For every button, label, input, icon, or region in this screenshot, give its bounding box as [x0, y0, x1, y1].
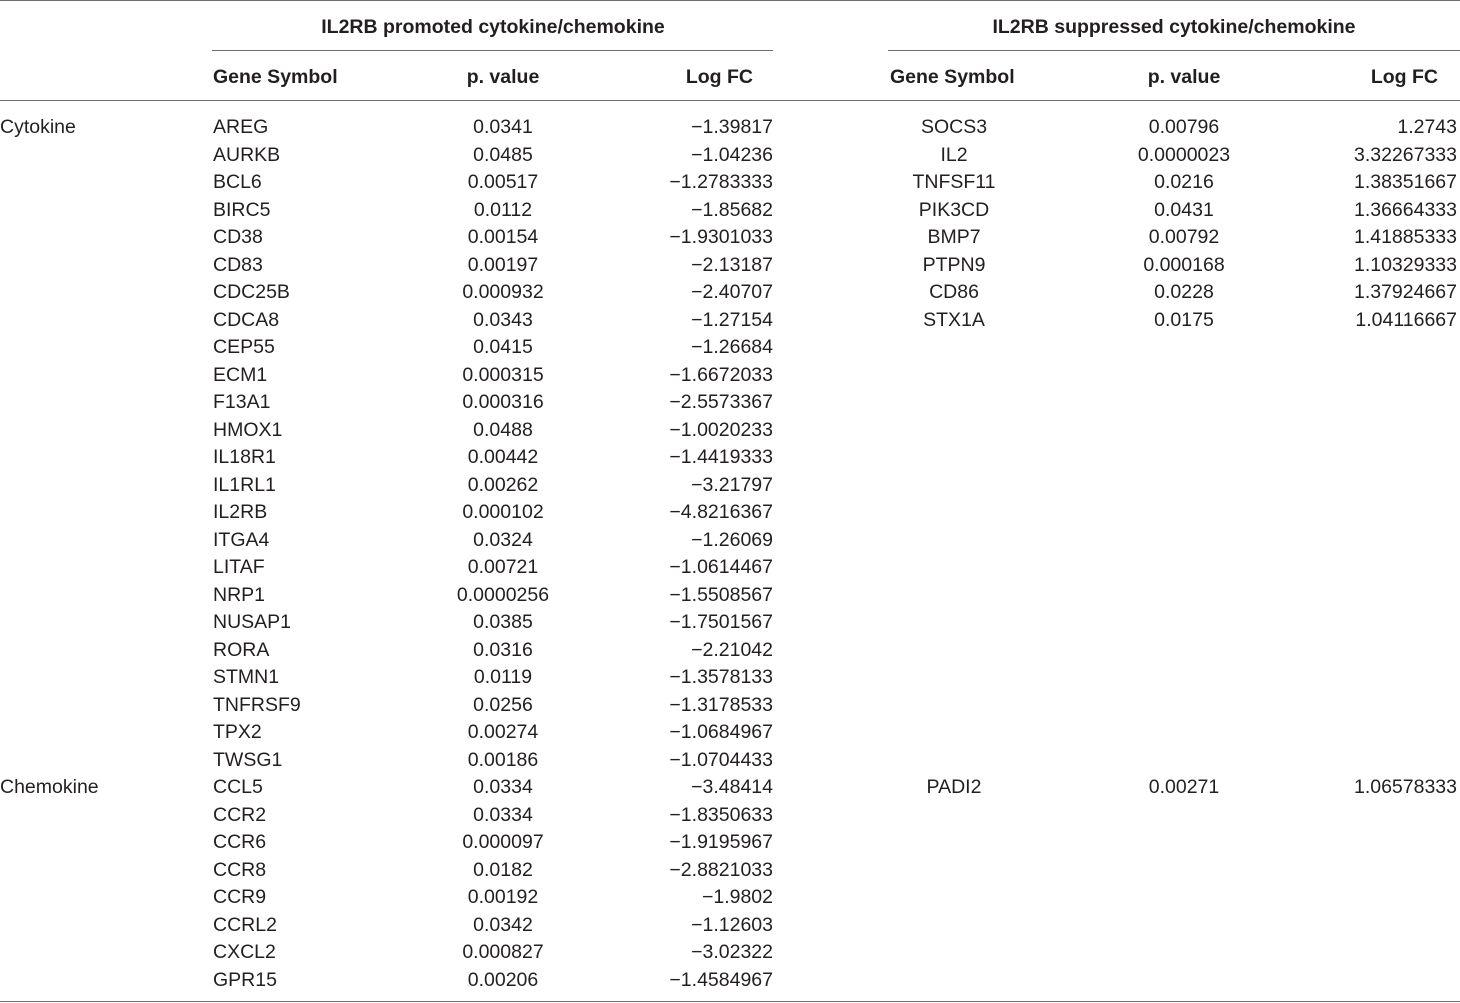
promoted-gene-symbol: CDCA8	[213, 308, 280, 331]
promoted-log-fc: −2.8821033	[669, 858, 773, 881]
suppressed-gene-symbol: STX1A	[923, 308, 985, 331]
promoted-log-fc: −1.9195967	[669, 831, 773, 853]
category-label: Chemokine	[0, 776, 99, 798]
promoted-gene-symbol: BCL6	[213, 171, 262, 193]
suppressed-log-fc: 1.04116667	[1355, 308, 1457, 331]
promoted-gene-symbol: ECM1	[213, 363, 268, 386]
promoted-p-value: 0.000102	[462, 501, 544, 523]
suppressed-gene-symbol: TNFSF11	[912, 171, 996, 193]
suppressed-gene-symbol: PTPN9	[922, 253, 986, 276]
promoted-logfc-header: Log FC	[685, 66, 753, 88]
bottom-rule	[0, 1001, 1460, 1002]
suppressed-gene-symbol: BMP7	[927, 226, 981, 248]
promoted-gene-symbol: IL18R1	[213, 446, 276, 468]
promoted-p-value: 0.0324	[473, 528, 533, 551]
suppressed-log-fc: 1.2743	[1397, 116, 1457, 138]
promoted-p-value: 0.000315	[462, 363, 544, 386]
promoted-p-value: 0.000097	[462, 831, 544, 853]
promoted-p-value: 0.00154	[467, 226, 539, 248]
suppressed-p-value: 0.00796	[1148, 116, 1220, 138]
suppressed-log-fc: 1.10329333	[1353, 253, 1457, 276]
suppressed-log-fc: 1.41885333	[1353, 226, 1457, 248]
promoted-log-fc: −1.9802	[701, 886, 773, 908]
promoted-gene-symbol: BIRC5	[213, 198, 271, 221]
promoted-log-fc: −1.3578133	[669, 666, 773, 688]
promoted-p-value: 0.0119	[473, 666, 533, 688]
promoted-log-fc: −1.39817	[691, 116, 773, 138]
promoted-gene-symbol: GPR15	[213, 968, 277, 991]
promoted-p-value: 0.00721	[467, 556, 539, 578]
suppressed-log-fc: 1.38351667	[1353, 171, 1457, 193]
promoted-p-value: 0.00186	[467, 748, 539, 771]
promoted-p-value: 0.0112	[473, 198, 533, 221]
header-bottom-rule	[0, 100, 1460, 101]
suppressed-log-fc: 3.32267333	[1353, 143, 1457, 166]
promoted-gene-symbol: F13A1	[213, 391, 271, 413]
promoted-log-fc: −1.9301033	[669, 226, 773, 248]
promoted-gene-symbol: IL1RL1	[213, 473, 276, 496]
promoted-gene-symbol: LITAF	[213, 556, 265, 578]
suppressed-gene-symbol: IL2	[940, 143, 968, 166]
promoted-gene-symbol: CCL5	[213, 776, 263, 798]
promoted-p-value: 0.0343	[473, 308, 533, 331]
promoted-gene-symbol: RORA	[213, 638, 270, 661]
suppressed-gene-header: Gene Symbol	[890, 66, 1015, 88]
promoted-log-fc: −1.8350633	[669, 803, 773, 826]
promoted-p-value: 0.0385	[473, 611, 533, 633]
promoted-log-fc: −1.2783333	[669, 171, 773, 193]
promoted-p-value: 0.0334	[473, 776, 533, 798]
promoted-log-fc: −2.13187	[691, 253, 773, 276]
suppressed-gene-symbol: CD86	[929, 281, 979, 303]
promoted-p-value: 0.000316	[462, 391, 544, 413]
suppressed-gene-symbol: PIK3CD	[918, 198, 990, 221]
promoted-gene-symbol: NUSAP1	[213, 611, 292, 633]
promoted-gene-symbol: CEP55	[213, 336, 275, 358]
promoted-log-fc: −1.0704433	[669, 748, 773, 771]
promoted-log-fc: −1.27154	[691, 308, 773, 331]
promoted-p-value: 0.000827	[462, 941, 544, 963]
suppressed-p-value: 0.00792	[1148, 226, 1220, 248]
promoted-log-fc: −1.12603	[691, 913, 773, 936]
promoted-p-value: 0.00206	[467, 968, 539, 991]
promoted-p-value: 0.00262	[467, 473, 539, 496]
promoted-gene-symbol: CCR6	[213, 831, 267, 853]
promoted-p-value: 0.0316	[473, 638, 533, 661]
suppressed-group-rule	[888, 50, 1460, 51]
promoted-gene-symbol: IL2RB	[213, 501, 268, 523]
promoted-gene-symbol: CCR2	[213, 803, 267, 826]
promoted-p-value: 0.0334	[473, 803, 533, 826]
promoted-gene-symbol: CD83	[213, 253, 263, 276]
promoted-p-value: 0.0256	[473, 693, 533, 716]
promoted-log-fc: −1.4584967	[669, 968, 773, 991]
promoted-gene-symbol: TWSG1	[213, 748, 283, 771]
promoted-log-fc: −2.21042	[691, 638, 773, 661]
suppressed-gene-symbol: SOCS3	[920, 116, 988, 138]
promoted-p-value: 0.00517	[467, 171, 539, 193]
suppressed-p-value: 0.0431	[1154, 198, 1214, 221]
suppressed-p-value: 0.00271	[1148, 776, 1220, 798]
suppressed-logfc-header: Log FC	[1370, 66, 1438, 88]
promoted-log-fc: −1.4419333	[669, 446, 773, 468]
suppressed-log-fc: 1.37924667	[1353, 281, 1457, 303]
promoted-p-value: 0.000932	[462, 281, 544, 303]
promoted-gene-symbol: HMOX1	[213, 418, 283, 441]
promoted-gene-header: Gene Symbol	[213, 66, 338, 88]
promoted-gene-symbol: AURKB	[213, 143, 281, 166]
promoted-log-fc: −1.0614467	[669, 556, 773, 578]
promoted-p-value: 0.00442	[467, 446, 539, 468]
promoted-p-value: 0.0341	[473, 116, 533, 138]
promoted-log-fc: −3.21797	[691, 473, 773, 496]
promoted-p-value: 0.00197	[467, 253, 539, 276]
suppressed-group-heading: IL2RB suppressed cytokine/chemokine	[992, 16, 1356, 38]
promoted-p-value: 0.0415	[473, 336, 533, 358]
promoted-log-fc: −2.40707	[691, 281, 773, 303]
promoted-log-fc: −1.0684967	[669, 721, 773, 743]
promoted-log-fc: −4.8216367	[669, 501, 773, 523]
suppressed-pvalue-header: p. value	[1147, 66, 1221, 88]
promoted-p-value: 0.0485	[473, 143, 533, 166]
promoted-gene-symbol: CCRL2	[213, 913, 277, 936]
promoted-gene-symbol: TPX2	[213, 721, 262, 743]
suppressed-gene-symbol: PADI2	[926, 776, 982, 798]
promoted-gene-symbol: CD38	[213, 226, 263, 248]
suppressed-p-value: 0.0175	[1154, 308, 1214, 331]
promoted-gene-symbol: TNFRSF9	[213, 693, 301, 716]
promoted-pvalue-header: p. value	[466, 66, 540, 88]
promoted-p-value: 0.0182	[473, 858, 533, 881]
promoted-gene-symbol: NRP1	[213, 583, 266, 606]
promoted-log-fc: −1.0020233	[669, 418, 773, 441]
promoted-log-fc: −1.04236	[691, 143, 773, 166]
promoted-group-heading: IL2RB promoted cytokine/chemokine	[321, 16, 665, 38]
promoted-log-fc: −1.26069	[691, 528, 773, 551]
promoted-log-fc: −1.3178533	[669, 693, 773, 716]
top-rule	[0, 0, 1460, 1]
promoted-gene-symbol: CCR8	[213, 858, 267, 881]
promoted-gene-symbol: CDC25B	[213, 281, 290, 303]
promoted-log-fc: −1.85682	[691, 198, 773, 221]
promoted-p-value: 0.00274	[467, 721, 539, 743]
promoted-gene-symbol: CXCL2	[213, 941, 276, 963]
promoted-p-value: 0.00192	[467, 886, 539, 908]
promoted-p-value: 0.0342	[473, 913, 533, 936]
promoted-p-value: 0.0488	[473, 418, 533, 441]
suppressed-log-fc: 1.36664333	[1353, 198, 1457, 221]
promoted-group-rule	[212, 50, 773, 51]
promoted-log-fc: −1.5508567	[669, 583, 773, 606]
promoted-gene-symbol: AREG	[213, 116, 269, 138]
suppressed-p-value: 0.0228	[1154, 281, 1214, 303]
promoted-log-fc: −3.02322	[691, 941, 773, 963]
promoted-log-fc: −1.26684	[691, 336, 773, 358]
promoted-log-fc: −1.7501567	[669, 611, 773, 633]
suppressed-log-fc: 1.06578333	[1353, 776, 1457, 798]
suppressed-p-value: 0.000168	[1143, 253, 1225, 276]
promoted-gene-symbol: CCR9	[213, 886, 267, 908]
promoted-gene-symbol: ITGA4	[213, 528, 270, 551]
promoted-log-fc: −3.48414	[691, 776, 773, 798]
suppressed-p-value: 0.0216	[1154, 171, 1214, 193]
suppressed-p-value: 0.0000023	[1137, 143, 1231, 166]
promoted-log-fc: −2.5573367	[669, 391, 773, 413]
category-label: Cytokine	[0, 116, 76, 138]
promoted-gene-symbol: STMN1	[213, 666, 280, 688]
promoted-log-fc: −1.6672033	[669, 363, 773, 386]
promoted-p-value: 0.0000256	[456, 583, 550, 606]
